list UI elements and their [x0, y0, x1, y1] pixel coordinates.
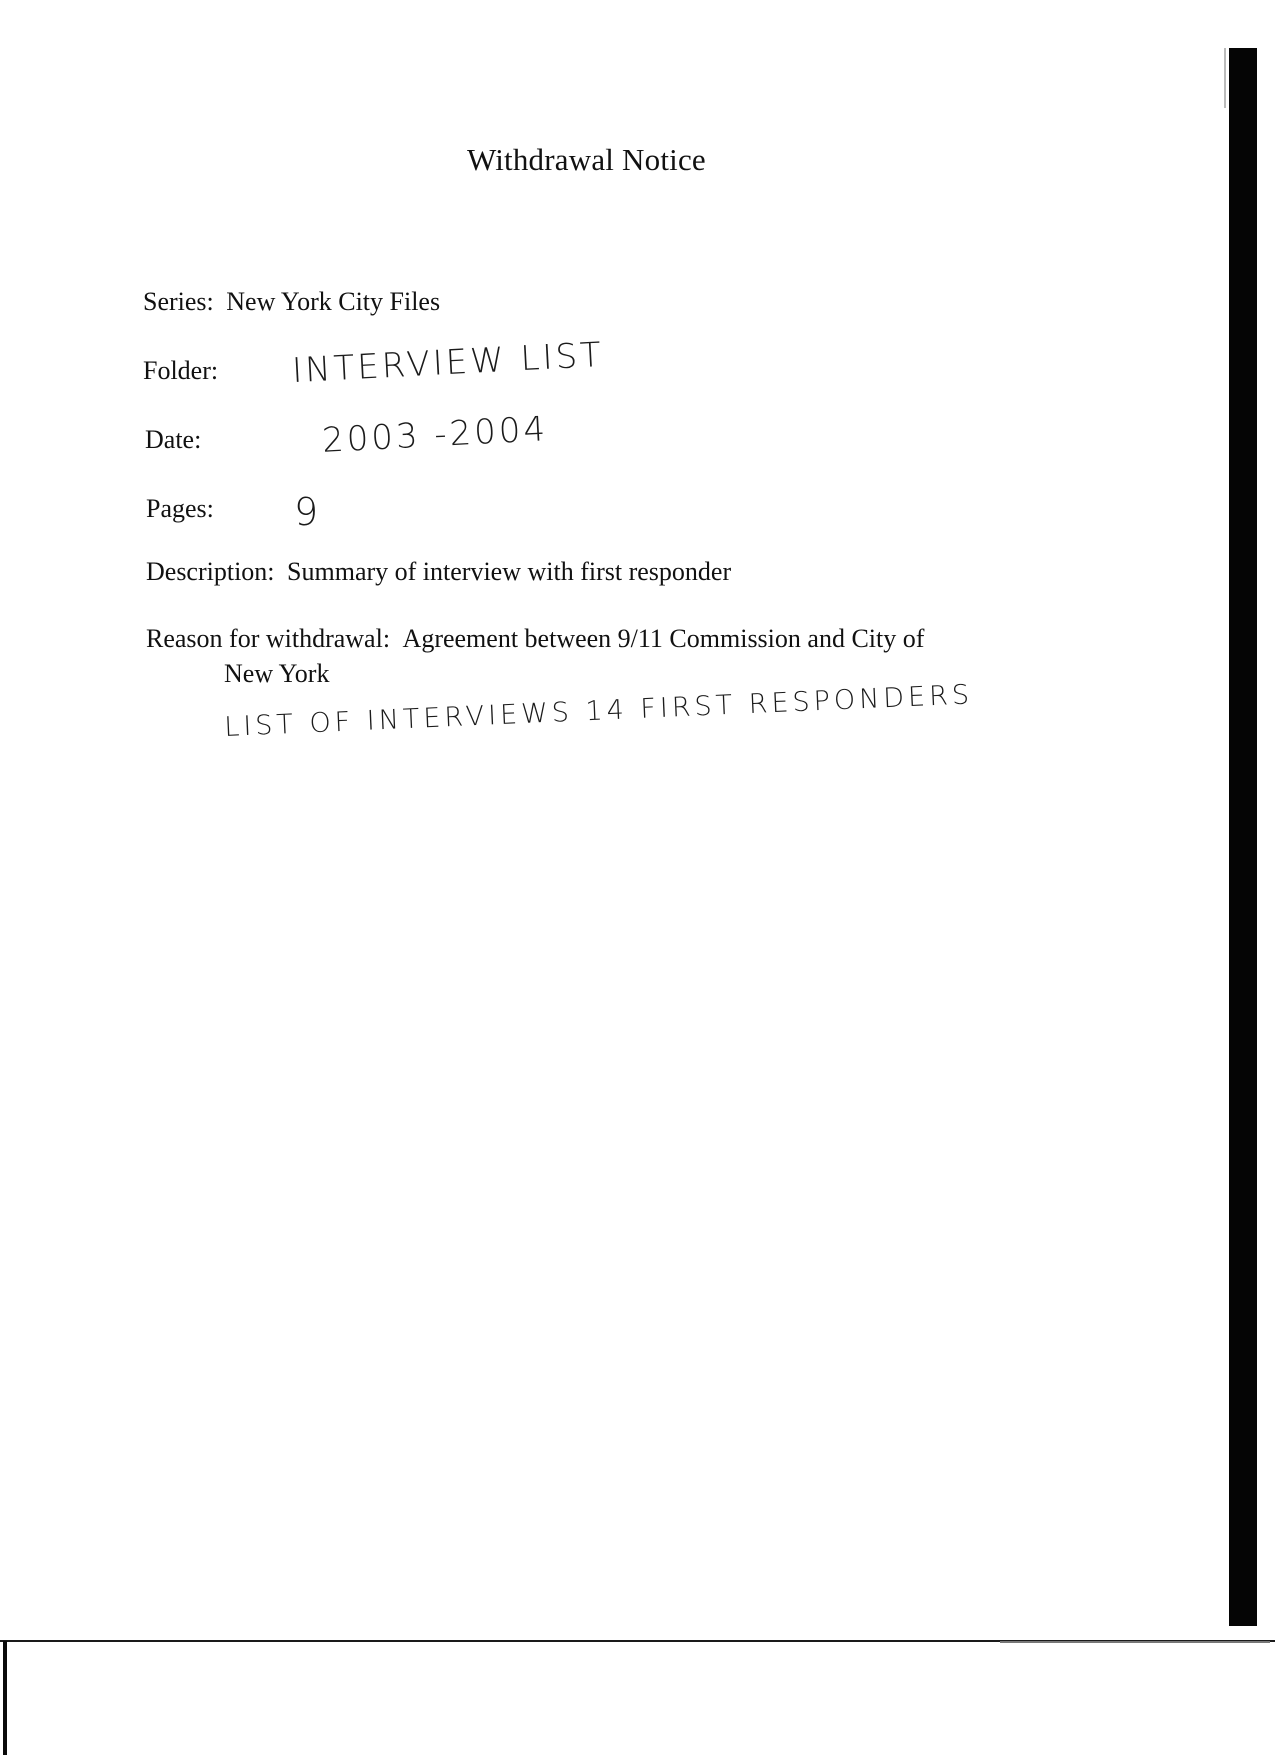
- handwritten-note: LIST OF INTERVIEWS 14 FIRST RESPONDERS: [223, 679, 974, 743]
- description-value: Summary of interview with first responder: [287, 557, 732, 586]
- date-row: [145, 425, 201, 455]
- reason-label: Reason for withdrawal:: [146, 624, 391, 653]
- description-row: [146, 557, 731, 587]
- folder-value-handwritten: INTERVIEW LIST: [291, 334, 605, 392]
- folder-label: Folder:: [143, 356, 219, 385]
- page-title: Withdrawal Notice: [467, 142, 706, 177]
- pages-value-handwritten: 9: [294, 490, 322, 534]
- scan-edge-shadow: [1224, 48, 1226, 108]
- scan-right-border: [1229, 48, 1257, 1626]
- series-row: [143, 287, 440, 317]
- reason-row: [146, 624, 924, 654]
- reason-value-line2: New York: [224, 659, 330, 688]
- date-value-handwritten: 2003 -2004: [321, 409, 550, 461]
- pages-label: Pages:: [146, 494, 214, 523]
- date-label: Date:: [145, 425, 202, 454]
- description-label: Description:: [146, 557, 275, 586]
- pages-row: [146, 494, 214, 524]
- series-value: New York City Files: [226, 287, 441, 316]
- scan-bottom-edge-gray: [1000, 1641, 1270, 1643]
- folder-row: [143, 356, 218, 386]
- series-label: Series:: [143, 287, 214, 316]
- reason-value-line1: Agreement between 9/11 Commission and City of: [402, 624, 925, 653]
- scan-left-edge: [3, 1641, 7, 1755]
